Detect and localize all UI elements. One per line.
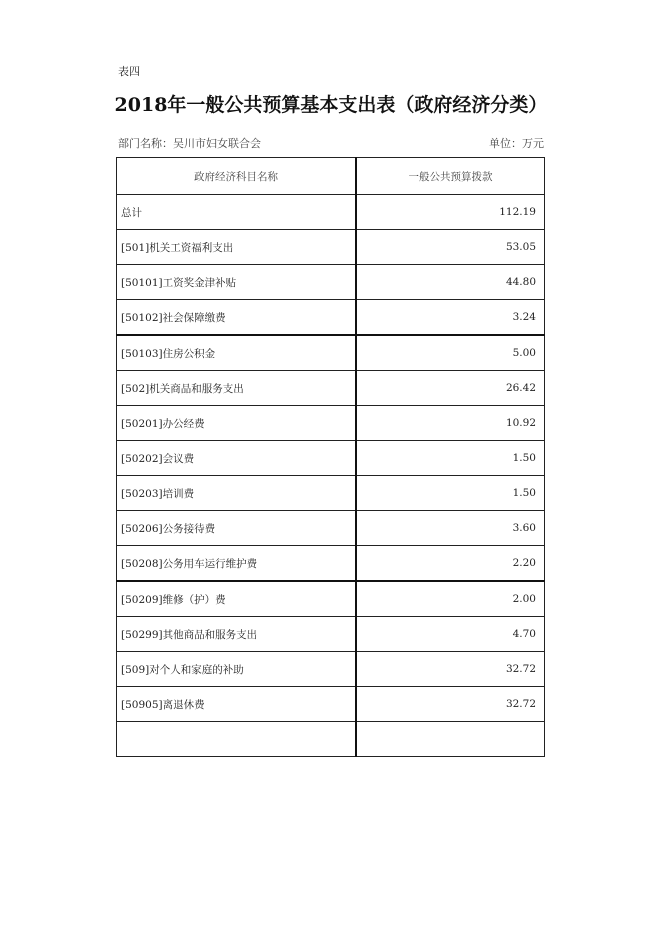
row-amount: 32.72 [356, 652, 545, 687]
row-amount: 4.70 [356, 617, 545, 652]
table-row [117, 335, 545, 371]
table-label: 表四 [118, 65, 140, 78]
table-row [117, 652, 545, 687]
unit-label: 单位：万元 [489, 137, 544, 150]
row-amount: 44.80 [356, 265, 545, 300]
column-header-amount: 一般公共预算拨款 [356, 158, 545, 195]
department-name: 部门名称：吴川市妇女联合会 [118, 137, 261, 150]
row-name: [50299]其他商品和服务支出 [117, 617, 357, 652]
row-amount: 10.92 [356, 406, 545, 441]
column-header-name: 政府经济科目名称 [117, 158, 357, 195]
row-amount: 1.50 [356, 476, 545, 511]
empty-cell [117, 722, 357, 757]
page-title: 2018年一般公共预算基本支出表（政府经济分类） [114, 94, 548, 116]
table-row [117, 371, 545, 406]
row-amount: 3.60 [356, 511, 545, 546]
row-name: [502]机关商品和服务支出 [117, 371, 357, 406]
table-row [117, 546, 545, 582]
row-name: [50103]住房公积金 [117, 335, 357, 371]
row-name: [50203]培训费 [117, 476, 357, 511]
table-row [117, 300, 545, 336]
row-amount: 26.42 [356, 371, 545, 406]
table-row [117, 476, 545, 511]
row-amount: 53.05 [356, 230, 545, 265]
table-row [117, 265, 545, 300]
row-name: [50209]维修（护）费 [117, 581, 357, 617]
expenditure-table [116, 157, 545, 757]
row-amount: 2.00 [356, 581, 545, 617]
table-row [117, 581, 545, 617]
row-name: [50905]离退休费 [117, 687, 357, 722]
row-name: 总计 [117, 195, 357, 230]
table-row [117, 511, 545, 546]
row-name: [50101]工资奖金津补贴 [117, 265, 357, 300]
table-row [117, 195, 545, 230]
table-row [117, 230, 545, 265]
table-row [117, 617, 545, 652]
table-row [117, 441, 545, 476]
row-amount: 1.50 [356, 441, 545, 476]
row-amount: 32.72 [356, 687, 545, 722]
table-row [117, 406, 545, 441]
row-name: [50201]办公经费 [117, 406, 357, 441]
table-row [117, 687, 545, 722]
row-name: [50206]公务接待费 [117, 511, 357, 546]
row-amount: 112.19 [356, 195, 545, 230]
row-name: [509]对个人和家庭的补助 [117, 652, 357, 687]
row-name: [50202]会议费 [117, 441, 357, 476]
row-name: [50102]社会保障缴费 [117, 300, 357, 336]
row-amount: 5.00 [356, 335, 545, 371]
row-name: [501]机关工资福利支出 [117, 230, 357, 265]
row-name: [50208]公务用车运行维护费 [117, 546, 357, 582]
empty-cell [356, 722, 545, 757]
row-amount: 3.24 [356, 300, 545, 336]
row-amount: 2.20 [356, 546, 545, 582]
empty-row [117, 722, 545, 757]
